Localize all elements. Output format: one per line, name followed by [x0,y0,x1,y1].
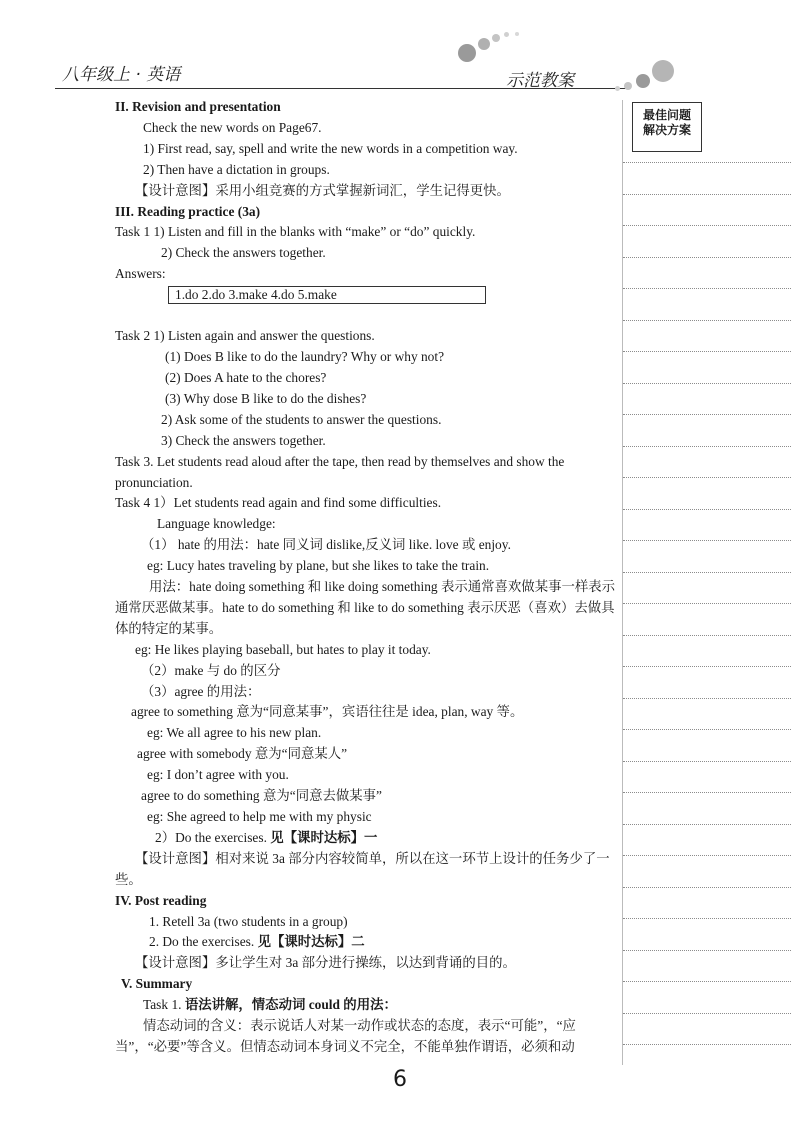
text-line: 2) Check the answers together. [161,245,326,261]
page-number: 6 [393,1067,407,1092]
text-line: 2. Do the exercises. [149,934,258,950]
example-line: eg: She agreed to help me with my physic [147,809,372,824]
text-line: 2）Do the exercises. [155,829,271,845]
example-line: eg: He likes playing baseball, but hates to play it today. [135,641,431,657]
ruled-line [623,540,791,541]
text-line: （3）agree 的用法： [141,683,261,699]
text-line: （1） hate 的用法：hate 同义词 dislike,反义词 like. love 或 enjoy. [141,537,511,553]
ruled-line [623,792,791,793]
text-line: (1) Does B like to do the laundry? Why or why not? [165,349,445,365]
ruled-line [623,1044,791,1045]
sidebar-border [622,100,623,1065]
decorative-dot [652,60,674,82]
text-line: 2) Ask some of the students to answer the questions. [161,411,442,427]
text-line: Check the new words on Page67. [143,119,322,135]
ruled-line [623,509,791,510]
text-line: Language knowledge: [157,516,276,532]
text-line: 3) Check the answers together. [161,432,326,448]
text-line: 1) First read, say, spell and write the new words in a competition way. [143,140,518,156]
exercise-reference: 见【课时达标】一 [270,829,378,845]
text-paragraph: 情态动词的含义：表示说话人对某一动作或状态的态度，表示“可能”，“应当”，“必要”等含义。但情态动词本身词义不完全，不能单独作谓语，必须和动 [115,1018,576,1054]
ruled-line [623,1013,791,1014]
decorative-dot [615,86,620,91]
ruled-line [623,414,791,415]
design-intent: 【设计意图】多让学生对 3a 部分进行操练，以达到背诵的目的。 [135,955,516,971]
text-line: Task 2 1) Listen again and answer the questions. [115,328,375,344]
text-line: 1. Retell 3a (two students in a group) [149,913,348,929]
ruled-line [623,698,791,699]
decorative-dot [458,44,476,62]
example-line: eg: I don’t agree with you. [147,767,289,783]
ruled-line [623,635,791,636]
decorative-dot [478,38,490,50]
text-line: （2）make 与 do 的区分 [141,662,281,678]
ruled-line [623,981,791,982]
ruled-line [623,194,791,195]
decorative-dot [515,32,519,36]
text-paragraph: Task 3. Let students read aloud after the tape, then read by themselves and show the pronunciation. [115,453,565,490]
section-heading: II. Revision and presentation [115,99,281,114]
ruled-line [623,603,791,604]
text-line: Answers: [115,266,166,282]
text-line: agree with somebody 意为“同意某人” [137,746,348,762]
text-line: (2) Does A hate to the chores? [165,369,327,385]
design-intent: 【设计意图】采用小组竞赛的方式掌握新词汇，学生记得更快。 [135,182,510,198]
ruled-line [623,666,791,667]
ruled-line [623,383,791,384]
ruled-line [623,477,791,478]
section-heading: IV. Post reading [115,892,207,908]
section-heading: III. Reading practice (3a) [115,203,261,219]
text-line: (3) Why dose B like to do the dishes? [165,390,367,406]
sidebar-title-line: 最佳问题 [642,108,691,122]
section-heading: V. Summary [121,976,193,992]
text-line: agree to do something 意为“同意去做某事” [141,788,382,804]
text-line: Task 1 1) Listen and fill in the blanks with “make” or “do” quickly. [115,224,476,240]
text-line: Task 4 1）Let students read again and find some difficulties. [115,495,442,511]
text-line: 2) Then have a dictation in groups. [143,161,330,177]
sidebar-title-line: 解决方案 [642,123,691,137]
ruled-line [623,887,791,888]
ruled-line [623,855,791,856]
decorative-dot [636,74,650,88]
ruled-line [623,288,791,289]
ruled-line [623,225,791,226]
header-rule [55,88,627,89]
ruled-line [623,351,791,352]
lesson-content [115,97,618,1058]
section-title: 示范教案 [506,71,574,91]
grammar-heading: 语法讲解，情态动词 could 的用法： [184,997,397,1013]
ruled-line [623,824,791,825]
ruled-line [623,729,791,730]
text-line: agree to something 意为“同意某事”，宾语往往是 idea, plan, way 等。 [131,704,524,720]
ruled-line [623,320,791,321]
text-line: Task 1. [143,997,185,1013]
example-line: eg: Lucy hates traveling by plane, but she likes to take the train. [147,558,490,574]
ruled-line [623,950,791,951]
decorative-dot [624,82,632,90]
ruled-line [623,257,791,258]
decorative-dot [504,32,509,37]
exercise-reference: 见【课时达标】二 [257,934,365,950]
answer-box: 1.do 2.do 3.make 4.do 5.make [168,286,486,304]
text-paragraph: 用法：hate doing something 和 like doing something 表示通常喜欢做某事一样表示通常厌恶做某事。hate to do something 和 like to do something 表示厌恶（喜欢）去做具体的特定的某事。 [115,579,616,636]
ruled-line [623,761,791,762]
decorative-dot [492,34,500,42]
design-intent: 【设计意图】相对来说 3a 部分内容较简单，所以在这一环节上设计的任务少了一些。 [115,850,610,887]
sidebar-title [632,102,702,152]
ruled-line [623,918,791,919]
ruled-line [623,162,791,163]
ruled-line [623,446,791,447]
example-line: eg: We all agree to his new plan. [147,725,322,741]
ruled-line [623,572,791,573]
book-title: 八年级上 · 英语 [62,65,181,85]
